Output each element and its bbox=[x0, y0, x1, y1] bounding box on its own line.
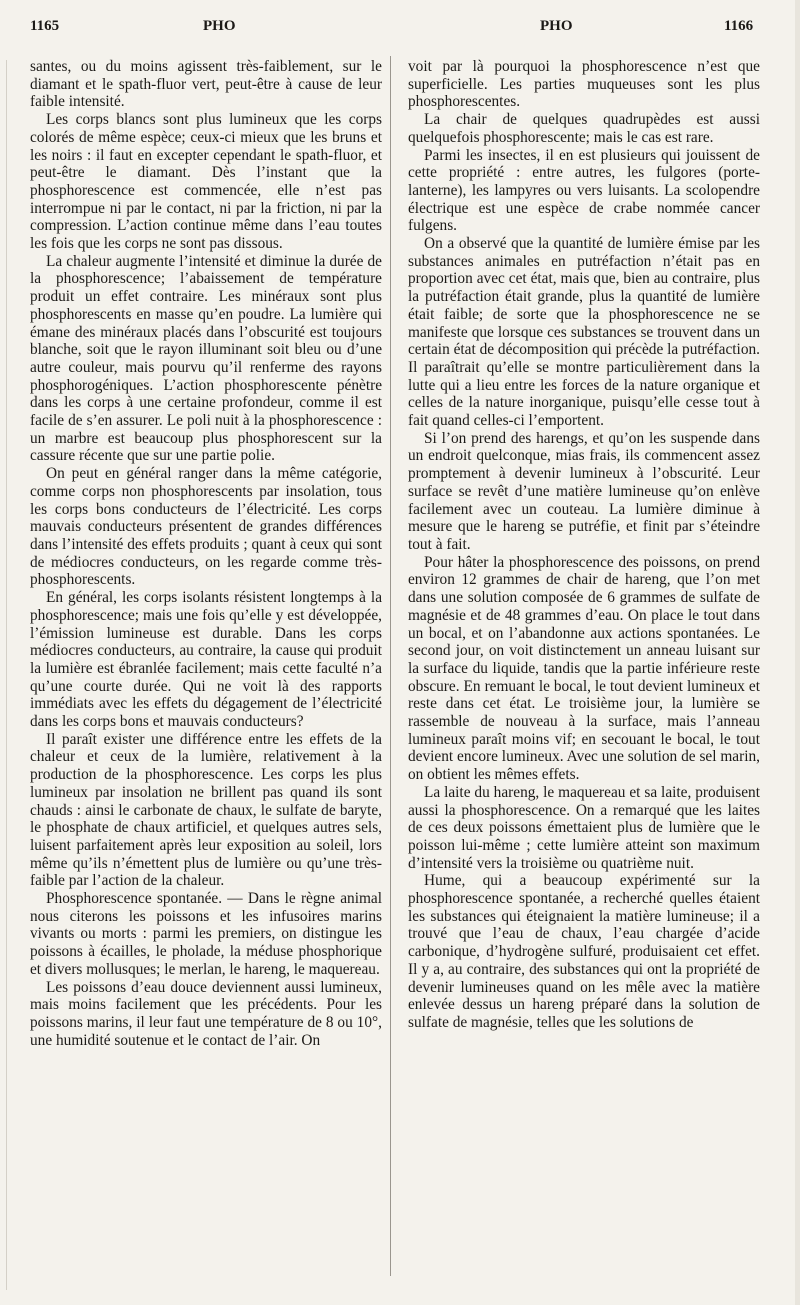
paragraph: santes, ou du moins agissent très-faiblement, sur le diamant et le spath-fluor vert, peut-être à cause de leur faible intensité. bbox=[30, 58, 382, 111]
page-edge-right bbox=[795, 0, 800, 1305]
paragraph: Les corps blancs sont plus lumineux que les corps colorés de même espèce; ceux-ci mieux que les bruns et les noirs : il faut en excepter cependant le spath-fluor, et peut-être le diamant. Dès l’instant que la phosphorescence est commencée, elle n’est pas interrompue ni par le contact, ni par la friction, ni par la compression. L’action continue même dans l’eau toutes les fois que les corps ne sont pas dissous. bbox=[30, 111, 382, 253]
paragraph: Parmi les insectes, il en est plusieurs qui jouissent de cette propriété : entre autres, les fulgores (porte-lanterne), les lampyres ou vers luisants. La scolopendre électrique est une espèce de crabe nommée cancer fulgens. bbox=[408, 146, 760, 235]
paragraph: On a observé que la quantité de lumière émise par les substances animales en putréfaction n’était pas en proportion avec cet état, mais que, bien au contraire, plus la putréfaction était grande, plus la quantité de lumière était faible; de sorte que la phosphorescence ne se manifeste que lorsque ces substances se trouvent dans un certain état de décomposition qui précède la putréfaction. Il paraîtrait qu’elle se montre particulièrement dans la lutte qui a lieu entre les forces de la nature organique et celles de la nature inorganique, puisqu’elle cesse tout à fait quand celles-ci l’emportent. bbox=[408, 235, 760, 430]
page-edge-left bbox=[6, 60, 7, 1290]
paragraph: On peut en général ranger dans la même catégorie, comme corps non phosphorescents par insolation, tous les corps bons conducteurs de l’électricité. Les corps mauvais conducteurs présentent de grandes différences dans l’intensité des effets produits ; quant à ceux qui sont de médiocres conducteurs, on les regarde comme très-phosphorescents. bbox=[30, 465, 382, 589]
column-divider bbox=[390, 56, 391, 1276]
paragraph: La chaleur augmente l’intensité et diminue la durée de la phosphorescence; l’abaissement de température produit un effet contraire. Les minéraux sont plus phosphorescents en masse qu’en poudre. La lumière qui émane des minéraux placés dans l’obscurité est toujours blanche, soit que le rayon illuminant soit bleu ou d’une autre couleur, mais pourvu qu’il renferme des rayons phosphorogéniques. L’action phosphorescente pénètre dans les corps à une certaine profondeur, comme il est facile de s’en assurer. Le poli nuit à la phosphorescence : un marbre est beaucoup plus phosphorescent sur la cassure récente que sur une partie polie. bbox=[30, 252, 382, 465]
right-running-head: PHO bbox=[540, 18, 573, 34]
paragraph: La chair de quelques quadrupèdes est aussi quelquefois phosphorescente; mais le cas est rare. bbox=[408, 111, 760, 146]
paragraph: voit par là pourquoi la phosphorescence n’est que superficielle. Les parties muqueuses sont les plus phosphorescentes. bbox=[408, 58, 760, 111]
paragraph: Phosphorescence spontanée. — Dans le règne animal nous citerons les poissons et les infusoires marins vivants ou morts : parmi les premiers, on distingue les poissons à écailles, le pholade, la méduse phosphorique et divers mollusques; le merlan, le hareng, le maquereau. bbox=[30, 890, 382, 978]
left-page-number: 1165 bbox=[30, 18, 60, 34]
paragraph: Si l’on prend des harengs, et qu’on les suspende dans un endroit quelconque, mias frais, ils commencent assez promptement à devenir lumineux à l’obscurité. Leur surface se revêt d’une matière lumineuse qu’on enlève facilement avec un couteau. La lumière diminue à mesure que le hareng se putréfie, et finit par s’éteindre tout à fait. bbox=[408, 429, 760, 553]
left-column bbox=[30, 58, 382, 1049]
paragraph: En général, les corps isolants résistent longtemps à la phosphorescence; mais une fois qu’elle y est développée, l’émission lumineuse est durable. Dans les corps médiocres conducteurs, au contraire, la cause qui produit la lumière est ébranlée facilement; mais cette faculté n’a qu’une courte durée. Qui ne voit là des rapports immédiats avec les effets du dégagement de l’électricité dans les corps bons et mauvais conducteurs? bbox=[30, 589, 382, 731]
right-column bbox=[408, 58, 760, 1032]
paragraph: Pour hâter la phosphorescence des poissons, on prend environ 12 grammes de chair de hareng, que l’on met dans une solution composée de 6 grammes de sulfate de magnésie et de 48 grammes d’eau. On place le tout dans un bocal, et on l’abandonne aux actions spontanées. Le second jour, on voit distinctement un anneau luisant sur la surface du liquide, tandis que la partie inférieure reste obscure. En remuant le bocal, le tout devient lumineux et reste dans cet état. Le troisième jour, la lumière se rassemble de nouveau à la surface, mais l’anneau lumineux paraît moins vif; en secouant le bocal, le tout devient encore lumineux. Avec une solution de sel marin, on obtient les mêmes effets. bbox=[408, 553, 760, 784]
right-page-number: 1166 bbox=[724, 18, 754, 34]
running-header bbox=[0, 18, 800, 42]
left-running-head: PHO bbox=[203, 18, 236, 34]
paragraph: Les poissons d’eau douce deviennent aussi lumineux, mais moins facilement que les précédents. Pour les poissons marins, il leur faut une température de 8 ou 10°, une humidité soutenue et le contact de l’air. On bbox=[30, 978, 382, 1049]
paragraph: Il paraît exister une différence entre les effets de la chaleur et ceux de la lumière, relativement à la production de la phosphorescence. Les corps les plus lumineux par insolation ne brillent pas quand ils sont chauds : ainsi le carbonate de chaux, le sulfate de baryte, le phosphate de chaux artificiel, et quelques autres sels, luisent parfaitement après leur exposition au soleil, lors même qu’ils n’émettent plus de lumière ou qu’une très-faible par l’action de la chaleur. bbox=[30, 730, 382, 890]
paragraph: Hume, qui a beaucoup expérimenté sur la phosphorescence spontanée, a recherché quelles étaient les substances qui éteignaient la matière lumineuse; il a trouvé que l’eau de chaux, l’eau chargée d’acide carbonique, d’hydrogène sulfuré, produisaient cet effet. Il y a, au contraire, des substances qui ont la propriété de devenir lumineuses quand on les mêle avec la matière enlevée dessus un hareng préparé dans la solution de sulfate de magnésie, telles que les solutions de bbox=[408, 872, 760, 1031]
paragraph: La laite du hareng, le maquereau et sa laite, produisent aussi la phosphorescence. On a remarqué que les laites de ces deux poissons émettaient plus de lumière que le poisson lui-même ; cette lumière atteint son maximum d’intensité vers la troisième ou quatrième nuit. bbox=[408, 783, 760, 872]
